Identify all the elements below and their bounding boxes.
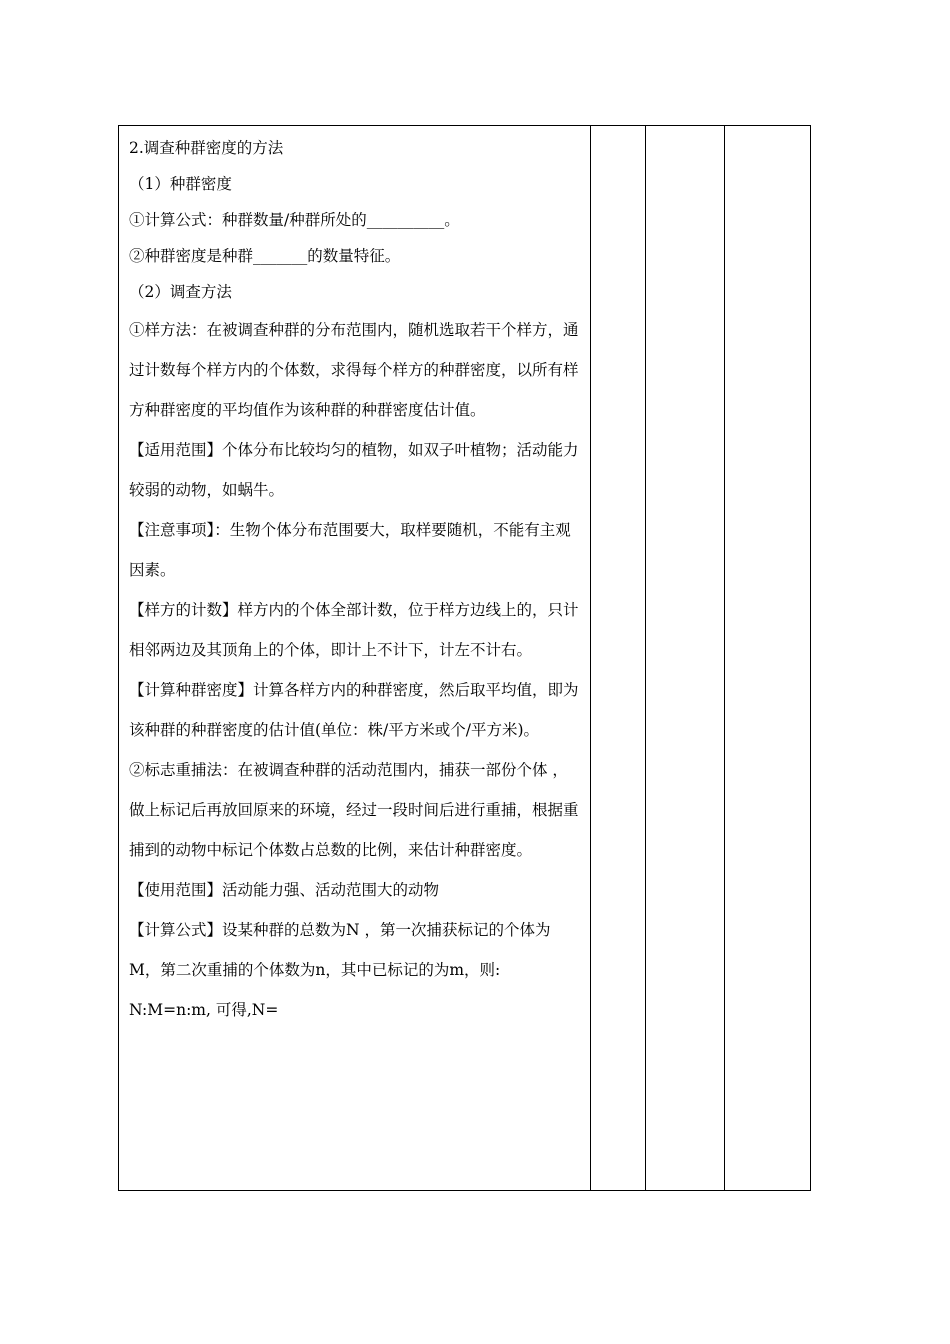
quadrat-density-calc: 【计算种群密度】计算各样方内的种群密度，然后取平均值，即为该种群的种群密度的估计值(单位：株/平方米或个/平方米)。 bbox=[129, 681, 579, 739]
mark-recapture-formula: 【计算公式】设某种群的总数为N ，第一次捕获标记的个体为M，第二次重捕的个体数为n，其中已标记的为m，则: N:M=n:m, 可得,N= bbox=[129, 921, 551, 1019]
quadrat-notes: 【注意事项】：生物个体分布范围要大，取样要随机，不能有主观因素。 bbox=[129, 521, 571, 579]
lesson-table bbox=[118, 125, 811, 1191]
empty-cell bbox=[724, 126, 810, 1191]
section-title: 2.调查种群密度的方法 bbox=[129, 139, 284, 157]
subheading-methods: （2）调查方法 bbox=[129, 283, 232, 301]
table-row bbox=[119, 126, 811, 1191]
item-formula: ①计算公式：种群数量/种群所处的__________。 bbox=[129, 211, 460, 229]
quadrat-method-intro: ①样方法：在被调查种群的分布范围内，随机选取若干个样方，通过计数每个样方内的个体数，求得每个样方的种群密度，以所有样方种群密度的平均值作为该种群的种群密度估计值。 bbox=[129, 321, 579, 419]
mark-recapture-intro: ②标志重捕法：在被调查种群的活动范围内，捕获一部份个体 ，做上标记后再放回原来的环境，经过一段时间后进行重捕，根据重捕到的动物中标记个体数占总数的比例，来估计种群密度。 bbox=[129, 761, 579, 859]
item-density-feature: ②种群密度是种群_______的数量特征。 bbox=[129, 247, 401, 265]
content-cell bbox=[119, 126, 591, 1191]
subheading-population-density: （1）种群密度 bbox=[129, 175, 232, 193]
content-body bbox=[119, 126, 590, 1030]
quadrat-counting: 【样方的计数】样方内的个体全部计数，位于样方边线上的，只计相邻两边及其顶角上的个体，即计上不计下，计左不计右。 bbox=[129, 601, 579, 659]
empty-cell bbox=[645, 126, 724, 1191]
empty-cell bbox=[590, 126, 645, 1191]
mark-recapture-scope: 【使用范围】活动能力强、活动范围大的动物 bbox=[129, 881, 440, 899]
quadrat-scope: 【适用范围】个体分布比较均匀的植物，如双子叶植物；活动能力较弱的动物，如蜗牛。 bbox=[129, 441, 579, 499]
